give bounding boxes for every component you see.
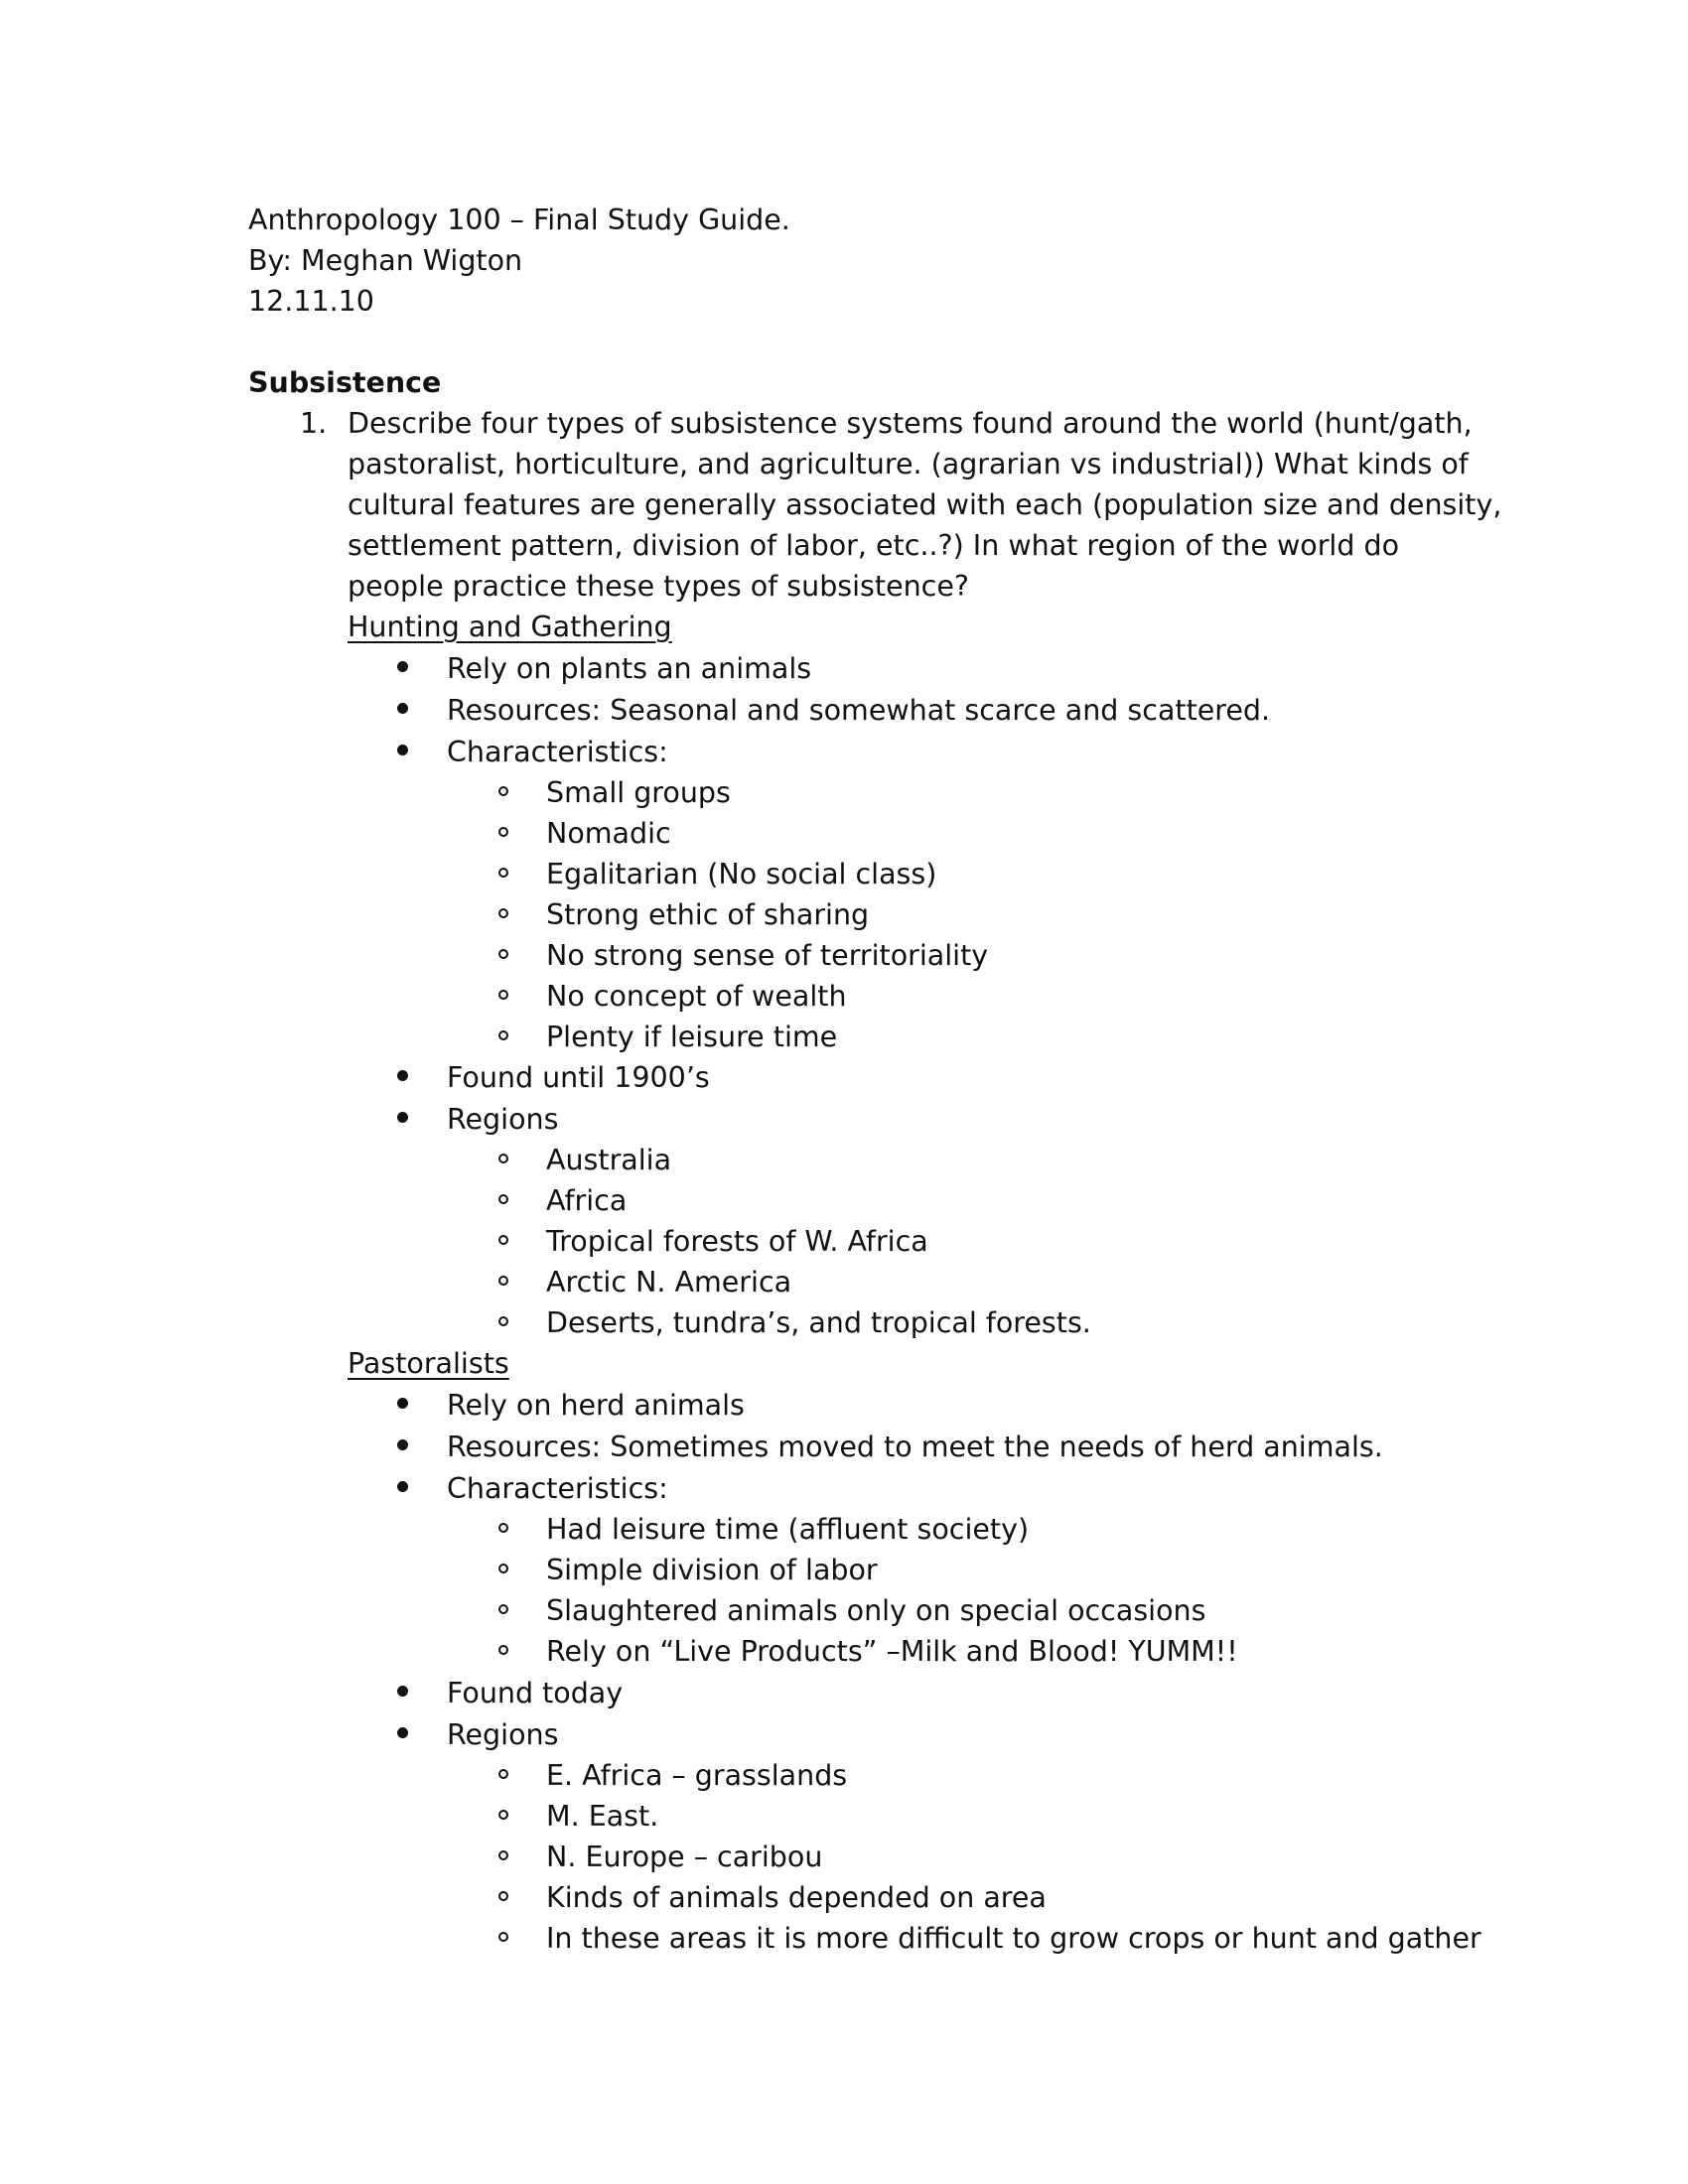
sub-bullet-item: Had leisure time (affluent society)	[546, 1513, 1030, 1546]
bullet-icon	[397, 703, 408, 714]
bullet-item: Characteristics:	[447, 736, 668, 768]
sub-bullet-item: Africa	[546, 1184, 628, 1217]
circle-bullet-icon	[498, 1645, 508, 1655]
bullet-item: Resources: Seasonal and somewhat scarce and scattered.	[447, 694, 1271, 727]
bullet-item: Found until 1900’s	[447, 1061, 710, 1094]
bullet-icon	[397, 1112, 408, 1123]
bullet-icon	[397, 661, 408, 672]
question-line: settlement pattern, division of labor, etc..?) In what region of the world do	[348, 529, 1400, 562]
sub-bullet-item: Plenty if leisure time	[546, 1021, 838, 1053]
bullet-icon	[397, 1727, 408, 1738]
sub-bullet-item: No strong sense of territoriality	[546, 939, 989, 972]
bullet-icon	[397, 1070, 408, 1081]
sub-bullet-item: Small groups	[546, 776, 731, 809]
question-line: pastoralist, horticulture, and agriculture. (agrarian vs industrial)) What kinds of	[348, 448, 1469, 480]
sub-bullet-item: Arctic N. America	[546, 1266, 792, 1298]
circle-bullet-icon	[498, 1891, 508, 1901]
sub-bullet-item: E. Africa – grasslands	[546, 1759, 848, 1792]
bullet-icon	[397, 1439, 408, 1450]
circle-bullet-icon	[498, 1604, 508, 1614]
sub-bullet-item: Australia	[546, 1144, 672, 1176]
bullet-icon	[397, 745, 408, 755]
bullet-item: Found today	[447, 1677, 624, 1709]
sub-bullet-item: Strong ethic of sharing	[546, 898, 870, 931]
author-line: By: Meghan Wigton	[248, 244, 523, 277]
circle-bullet-icon	[498, 1850, 508, 1860]
bullet-item: Rely on herd animals	[447, 1389, 745, 1422]
circle-bullet-icon	[498, 1276, 508, 1286]
sub-bullet-item: Tropical forests of W. Africa	[546, 1225, 928, 1258]
bullet-item: Regions	[447, 1103, 559, 1136]
circle-bullet-icon	[498, 1235, 508, 1245]
circle-bullet-icon	[498, 1030, 508, 1040]
sub-bullet-item: Kinds of animals depended on area	[546, 1881, 1047, 1914]
circle-bullet-icon	[498, 1194, 508, 1204]
circle-bullet-icon	[498, 1564, 508, 1573]
circle-bullet-icon	[498, 1154, 508, 1163]
bullet-item: Rely on plants an animals	[447, 652, 812, 685]
sub-bullet-item: No concept of wealth	[546, 980, 847, 1013]
sub-bullet-item: In these areas it is more difficult to grow crops or hunt and gather	[546, 1922, 1481, 1955]
bullet-icon	[397, 1686, 408, 1697]
sub-bullet-item: Simple division of labor	[546, 1554, 878, 1586]
question-line: Describe four types of subsistence systems found around the world (hunt/gath,	[348, 407, 1473, 440]
question-line: cultural features are generally associated with each (population size and density,	[348, 488, 1502, 521]
circle-bullet-icon	[498, 868, 508, 878]
bullet-item: Resources: Sometimes moved to meet the needs of herd animals.	[447, 1431, 1383, 1463]
subheading-hunting-gathering: Hunting and Gathering	[348, 611, 672, 643]
sub-bullet-item: N. Europe – caribou	[546, 1841, 823, 1873]
sub-bullet-item: Rely on “Live Products” –Milk and Blood! YUMM!!	[546, 1635, 1238, 1668]
circle-bullet-icon	[498, 1316, 508, 1326]
circle-bullet-icon	[498, 786, 508, 796]
sub-bullet-item: Egalitarian (No social class)	[546, 858, 937, 890]
bullet-icon	[397, 1398, 408, 1409]
bullet-icon	[397, 1481, 408, 1492]
circle-bullet-icon	[498, 908, 508, 918]
section-heading: Subsistence	[248, 366, 442, 399]
circle-bullet-icon	[498, 1932, 508, 1942]
circle-bullet-icon	[498, 990, 508, 1000]
circle-bullet-icon	[498, 1523, 508, 1533]
bullet-item: Characteristics:	[447, 1472, 668, 1505]
document-title: Anthropology 100 – Final Study Guide.	[248, 204, 790, 236]
date-line: 12.11.10	[248, 285, 374, 318]
sub-bullet-item: Slaughtered animals only on special occasions	[546, 1594, 1206, 1627]
circle-bullet-icon	[498, 827, 508, 837]
sub-bullet-item: M. East.	[546, 1800, 659, 1833]
question-line: people practice these types of subsistence?	[348, 570, 969, 603]
circle-bullet-icon	[498, 1769, 508, 1779]
sub-bullet-item: Deserts, tundra’s, and tropical forests.	[546, 1306, 1091, 1339]
circle-bullet-icon	[498, 1810, 508, 1820]
subheading-pastoralists: Pastoralists	[348, 1347, 509, 1380]
circle-bullet-icon	[498, 949, 508, 959]
sub-bullet-item: Nomadic	[546, 817, 671, 850]
question-number: 1.	[300, 407, 328, 440]
bullet-item: Regions	[447, 1718, 559, 1751]
